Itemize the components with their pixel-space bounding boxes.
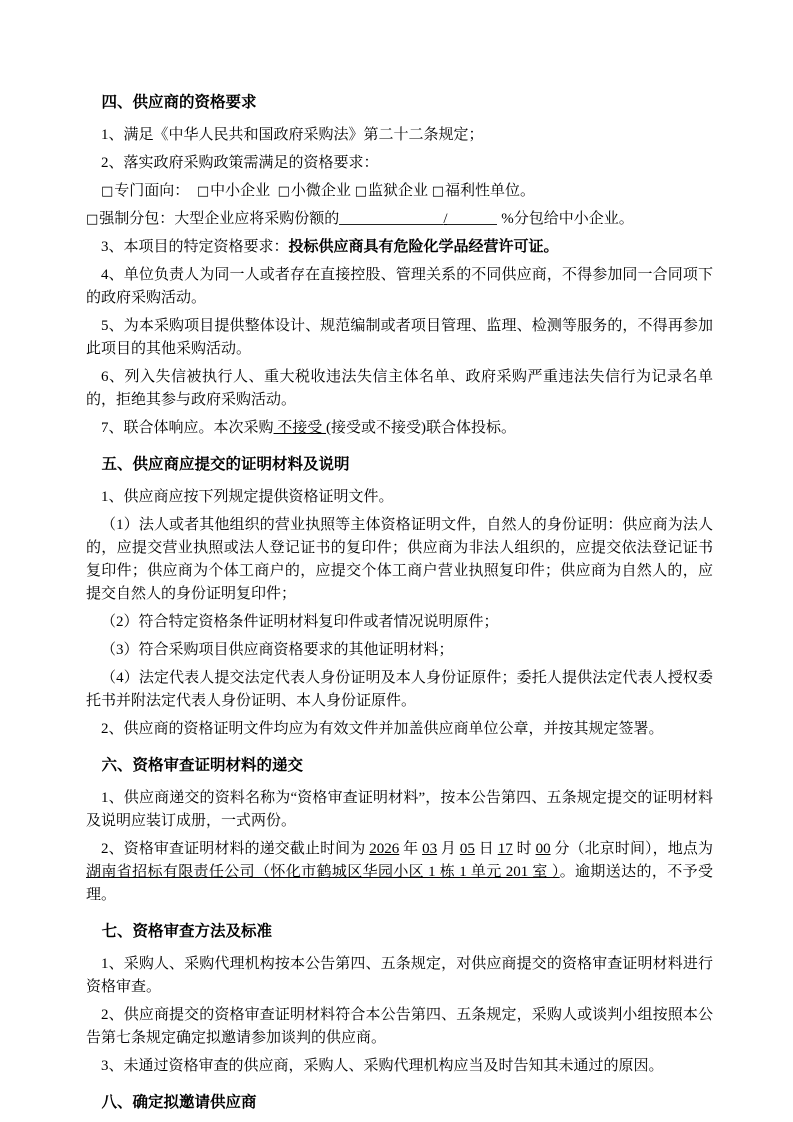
- text-run: 1、采购人、采购代理机构按本公告第四、五条规定，对供应商提交的资格审查证明材料进行资格审查。: [86, 956, 713, 995]
- paragraph: [86, 124, 713, 147]
- text-run: 6、列入失信被执行人、重大税收违法失信主体名单、政府采购严重违法失信行为记录名单的，拒绝其参与政府采购活动。: [86, 369, 713, 408]
- text-run: 月: [437, 841, 460, 857]
- text-run: 17: [497, 841, 513, 857]
- paragraph: [86, 236, 713, 259]
- text-run: （1）法人或者其他组织的营业执照等主体资格证明文件，自然人的身份证明：供应商为法人的，应提交营业执照或法人登记证书的复印件；供应商为非法人组织的，应提交依法登记证书复印件；供应商为个体工商户的，应提交个体工商户营业执照复印件；供应商为自然人的，应提交自然人的身份证明复印件；: [86, 517, 713, 602]
- text-run: 投标供应商具有危险化学品经营许可证。: [288, 239, 559, 255]
- text-run: 福利性单位。: [445, 183, 536, 199]
- blank-underline: [339, 212, 443, 225]
- text-run: 年: [399, 841, 423, 857]
- text-run: 2026: [369, 841, 400, 857]
- text-run: 2、供应商提交的资格审查证明材料符合本公告第四、五条规定，采购人或谈判小组按照本公告第七条规定确定拟邀请参加谈判的供应商。: [86, 1007, 713, 1046]
- text-run: 1、满足《中华人民共和国政府采购法》第二十二条规定；: [101, 127, 484, 143]
- section-heading: 四、供应商的资格要求: [101, 94, 257, 111]
- text-run: /: [443, 211, 448, 227]
- text-run: 小微企业: [290, 183, 355, 199]
- text-run: 4、单位负责人为同一人或者存在直接控股、管理关系的不同供应商，不得参加同一合同项下的政府采购活动。: [86, 267, 713, 306]
- checkbox-icon: □: [86, 212, 99, 227]
- paragraph: [86, 514, 713, 606]
- paragraph: [86, 1055, 713, 1078]
- paragraph: [86, 718, 713, 741]
- text-run: （4）法定代表人提交法定代表人身份证明及本人身份证原件；委托人提供法定代表人授权委托书并附法定代表人身份证明、本人身份证原件。: [86, 670, 713, 709]
- paragraph: [86, 1004, 713, 1050]
- blank-underline: [447, 212, 497, 225]
- text-run: 强制分包：大型企业应将采购份额的: [99, 211, 340, 227]
- text-run: 。逾期送达的，不予受理。: [86, 864, 713, 903]
- checkbox-icon: □: [277, 184, 290, 199]
- text-run: 日: [474, 841, 498, 857]
- section-heading: 六、资格审查证明材料的递交: [101, 757, 304, 774]
- text-run: 2、资格审查证明材料的递交截止时间为: [101, 841, 370, 857]
- text-run: 5、为本采购项目提供整体设计、规范编制或者项目管理、监理、检测等服务的，不得再参加此项目的其他采购活动。: [86, 318, 713, 357]
- text-run: 05: [459, 841, 475, 857]
- text-run: 分（北京时间），地点为: [550, 841, 713, 857]
- paragraph: [86, 787, 713, 833]
- checkbox-icon: □: [101, 184, 114, 199]
- text-run: 3、未通过资格审查的供应商，采购人、采购代理机构应当及时告知其未通过的原因。: [101, 1058, 664, 1074]
- text-run: 3、本项目的特定资格要求：: [101, 239, 289, 255]
- document-body: [86, 93, 713, 1113]
- text-run: %分包给中小企业。: [497, 211, 634, 227]
- section-heading: 七、资格审查方法及标准: [101, 923, 273, 940]
- text-run: 00: [535, 841, 551, 857]
- paragraph: [86, 611, 713, 634]
- paragraph: [86, 639, 713, 662]
- paragraph: [86, 315, 713, 361]
- text-run: 中小企业: [210, 183, 278, 199]
- section-heading: 五、供应商应提交的证明材料及说明: [101, 456, 350, 473]
- paragraph: [86, 208, 713, 231]
- text-run: 2、供应商的资格证明文件均应为有效文件并加盖供应商单位公章，并按其规定签署。: [101, 721, 664, 737]
- text-run: 监狱企业: [367, 183, 432, 199]
- checkbox-icon: □: [431, 184, 445, 199]
- paragraph: [86, 180, 713, 203]
- text-run: 1、供应商应按下列规定提供资格证明文件。: [101, 489, 394, 505]
- text-run: 时: [512, 841, 536, 857]
- text-run: 7、联合体响应。本次采购: [101, 420, 274, 436]
- paragraph: [86, 838, 713, 907]
- text-run: 湖南省招标有限责任公司（怀化市鹤城区华园小区 1 栋 1 单元 201 室 ）: [86, 864, 560, 880]
- paragraph: [86, 366, 713, 412]
- paragraph: [86, 152, 713, 175]
- text-run: 03: [422, 841, 438, 857]
- paragraph: [86, 417, 713, 440]
- text-run: 不接受: [273, 420, 327, 436]
- text-run: (接受或不接受)联合体投标。: [326, 420, 517, 436]
- text-run: 2、落实政府采购政策需满足的资格要求：: [101, 155, 379, 171]
- checkbox-icon: □: [354, 184, 367, 199]
- text-run: （3）符合采购项目供应商资格要求的其他证明材料；: [101, 642, 454, 658]
- paragraph: [86, 264, 713, 310]
- paragraph: [86, 953, 713, 999]
- checkbox-icon: □: [196, 184, 210, 199]
- text-run: 专门面向：: [114, 183, 197, 199]
- text-run: （2）符合特定资格条件证明材料复印件或者情况说明原件；: [101, 614, 499, 630]
- paragraph: [86, 486, 713, 509]
- paragraph: [86, 667, 713, 713]
- section-heading: 八、确定拟邀请供应商: [101, 1094, 257, 1111]
- text-run: 1、供应商递交的资料名称为“资格审查证明材料”，按本公告第四、五条规定提交的证明材料及说明应装订成册，一式两份。: [86, 790, 713, 829]
